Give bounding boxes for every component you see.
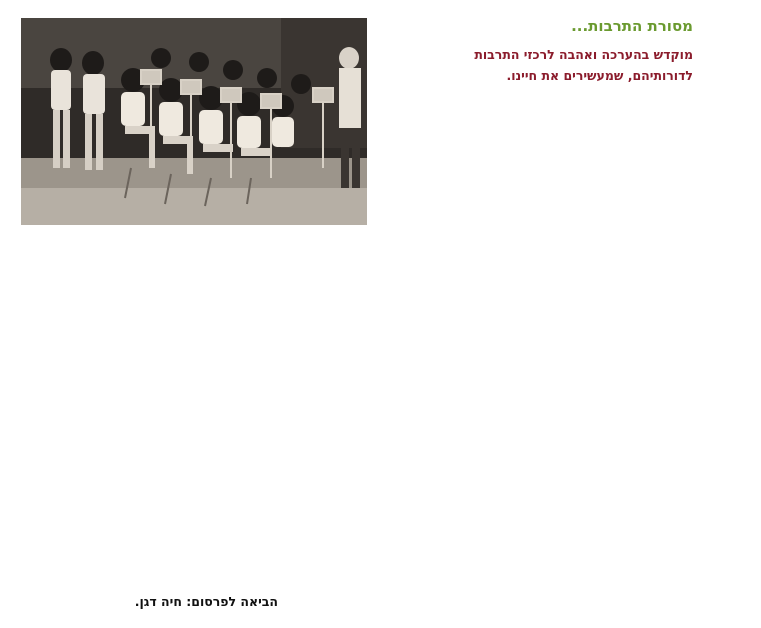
article-dedication — [393, 44, 693, 86]
credit-line: הביאה לפרסום: חיה דגן. — [134, 594, 278, 609]
article-title: מסורת התרבות... — [571, 17, 693, 35]
dedication-line: מוקדש בהערכה ואהבה לרכזי התרבות — [474, 47, 693, 62]
archive-photo — [21, 18, 367, 225]
dedication-line: לדורותיהם, שמעשירים את חיינו. — [506, 68, 693, 83]
